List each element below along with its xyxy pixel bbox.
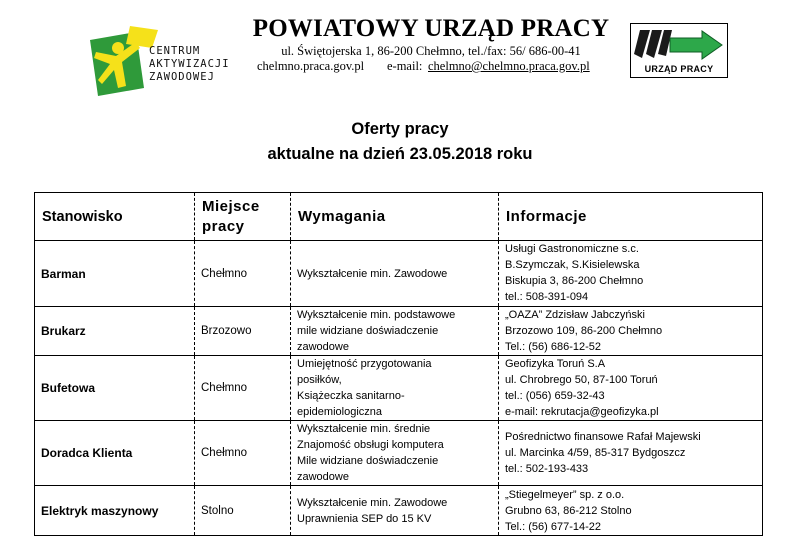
requirement-line: posiłków,	[297, 374, 342, 386]
cell-place: Chełmno	[195, 421, 291, 486]
header-place-line1: Miejsce	[202, 197, 260, 215]
cell-info	[499, 486, 763, 536]
cav-logo-line: AKTYWIZACJI	[149, 58, 230, 70]
cell-place: Chełmno	[195, 241, 291, 307]
info-line: B.Szymczak, S.Kisielewska	[505, 259, 640, 271]
org-email-label: e-mail:	[387, 59, 423, 73]
cav-logo-line: CENTRUM	[149, 45, 201, 57]
info-line: tel.: 508-391-094	[505, 291, 589, 303]
cell-requirements	[291, 241, 499, 307]
org-name: POWIATOWY URZĄD PRACY	[252, 15, 610, 42]
header-job: Stanowisko	[35, 193, 195, 241]
document-subtitle: aktualne na dzień 23.05.2018 roku	[267, 145, 533, 163]
requirement-line: Wykształcenie min. Zawodowe	[297, 496, 448, 509]
urzad-pracy-logo	[630, 23, 728, 78]
info-line: Biskupia 3, 86-200 Chełmno	[505, 275, 644, 287]
header-place-line2: pracy	[202, 217, 245, 235]
header-requirements: Wymagania	[291, 193, 499, 241]
requirement-line: zawodowe	[297, 341, 349, 353]
job-offers-table	[34, 192, 763, 536]
cell-job: Barman	[35, 241, 195, 307]
cell-info	[499, 241, 763, 307]
table-header-row	[35, 193, 763, 241]
info-line: „OAZA” Zdzisław Jabczyński	[505, 309, 645, 321]
cell-job: Bufetowa	[35, 356, 195, 421]
cell-info	[499, 307, 763, 356]
requirement-line: mile widziane doświadczenie	[297, 325, 439, 337]
requirement-line: Wykształcenie min. średnie	[297, 423, 431, 435]
table-row	[35, 307, 763, 356]
cell-place: Stolno	[195, 486, 291, 536]
cell-info	[499, 421, 763, 486]
info-line: Tel.: (56) 677-14-22	[505, 520, 601, 533]
info-line: Geofizyka Toruń S.A	[505, 358, 606, 370]
cav-logo-line: ZAWODOWEJ	[149, 71, 215, 83]
header-info: Informacje	[499, 193, 763, 241]
header-place	[195, 193, 291, 241]
info-line: Tel.: (56) 686-12-52	[505, 341, 601, 353]
requirement-line: zawodowe	[297, 471, 349, 483]
info-line: tel.: 502-193-433	[505, 463, 589, 475]
cell-requirements	[291, 356, 499, 421]
cell-requirements	[291, 486, 499, 536]
requirement-line: epidemiologiczna	[297, 406, 382, 418]
requirement-line: Wykształcenie min. podstawowe	[297, 309, 456, 321]
cell-job: Elektryk maszynowy	[35, 486, 195, 536]
requirement-line: Mile widziane doświadczenie	[297, 455, 439, 467]
document-title: Oferty pracy	[351, 120, 449, 138]
org-website[interactable]: chelmno.praca.gov.pl	[257, 59, 365, 73]
info-line: Grubno 63, 86-212 Stolno	[505, 504, 632, 517]
cav-logo-text	[149, 45, 230, 84]
info-line: tel.: (056) 659-32-43	[505, 390, 605, 402]
info-line: e-mail: rekrutacja@geofizyka.pl	[505, 406, 659, 418]
cell-job: Brukarz	[35, 307, 195, 356]
cav-logo	[88, 26, 158, 98]
up-arrows-icon	[632, 26, 727, 66]
cell-info	[499, 356, 763, 421]
requirement-line: Znajomość obsługi komputera	[297, 439, 444, 451]
org-address: ul. Świętojerska 1, 86-200 Chełmno, tel./fax: 56/ 686-00-41	[281, 44, 581, 58]
cell-place: Chełmno	[195, 356, 291, 421]
info-line: ul. Marcinka 4/59, 85-317 Bydgoszcz	[505, 447, 686, 459]
table-row	[35, 421, 763, 486]
cell-requirements	[291, 307, 499, 356]
info-line: Pośrednictwo finansowe Rafał Majewski	[505, 431, 701, 443]
info-line: Brzozowo 109, 86-200 Chełmno	[505, 325, 663, 337]
org-email-link[interactable]: chelmno@chelmno.praca.gov.pl	[428, 59, 590, 73]
table-row	[35, 356, 763, 421]
requirement-line: Wykształcenie min. Zawodowe	[297, 267, 448, 280]
info-line: „Stiegelmeyer” sp. z o.o.	[505, 488, 625, 501]
cell-job: Doradca Klienta	[35, 421, 195, 486]
requirement-line: Uprawnienia SEP do 15 KV	[297, 512, 432, 525]
table-row	[35, 486, 763, 536]
info-line: ul. Chrobrego 50, 87-100 Toruń	[505, 374, 658, 386]
info-line: Usługi Gastronomiczne s.c.	[505, 243, 639, 255]
requirement-line: Umiejętność przygotowania	[297, 358, 432, 370]
cell-requirements	[291, 421, 499, 486]
requirement-line: Książeczka sanitarno-	[297, 390, 405, 402]
up-logo-label: URZĄD PRACY	[644, 64, 714, 74]
cell-place: Brzozowo	[195, 307, 291, 356]
table-row	[35, 241, 763, 307]
